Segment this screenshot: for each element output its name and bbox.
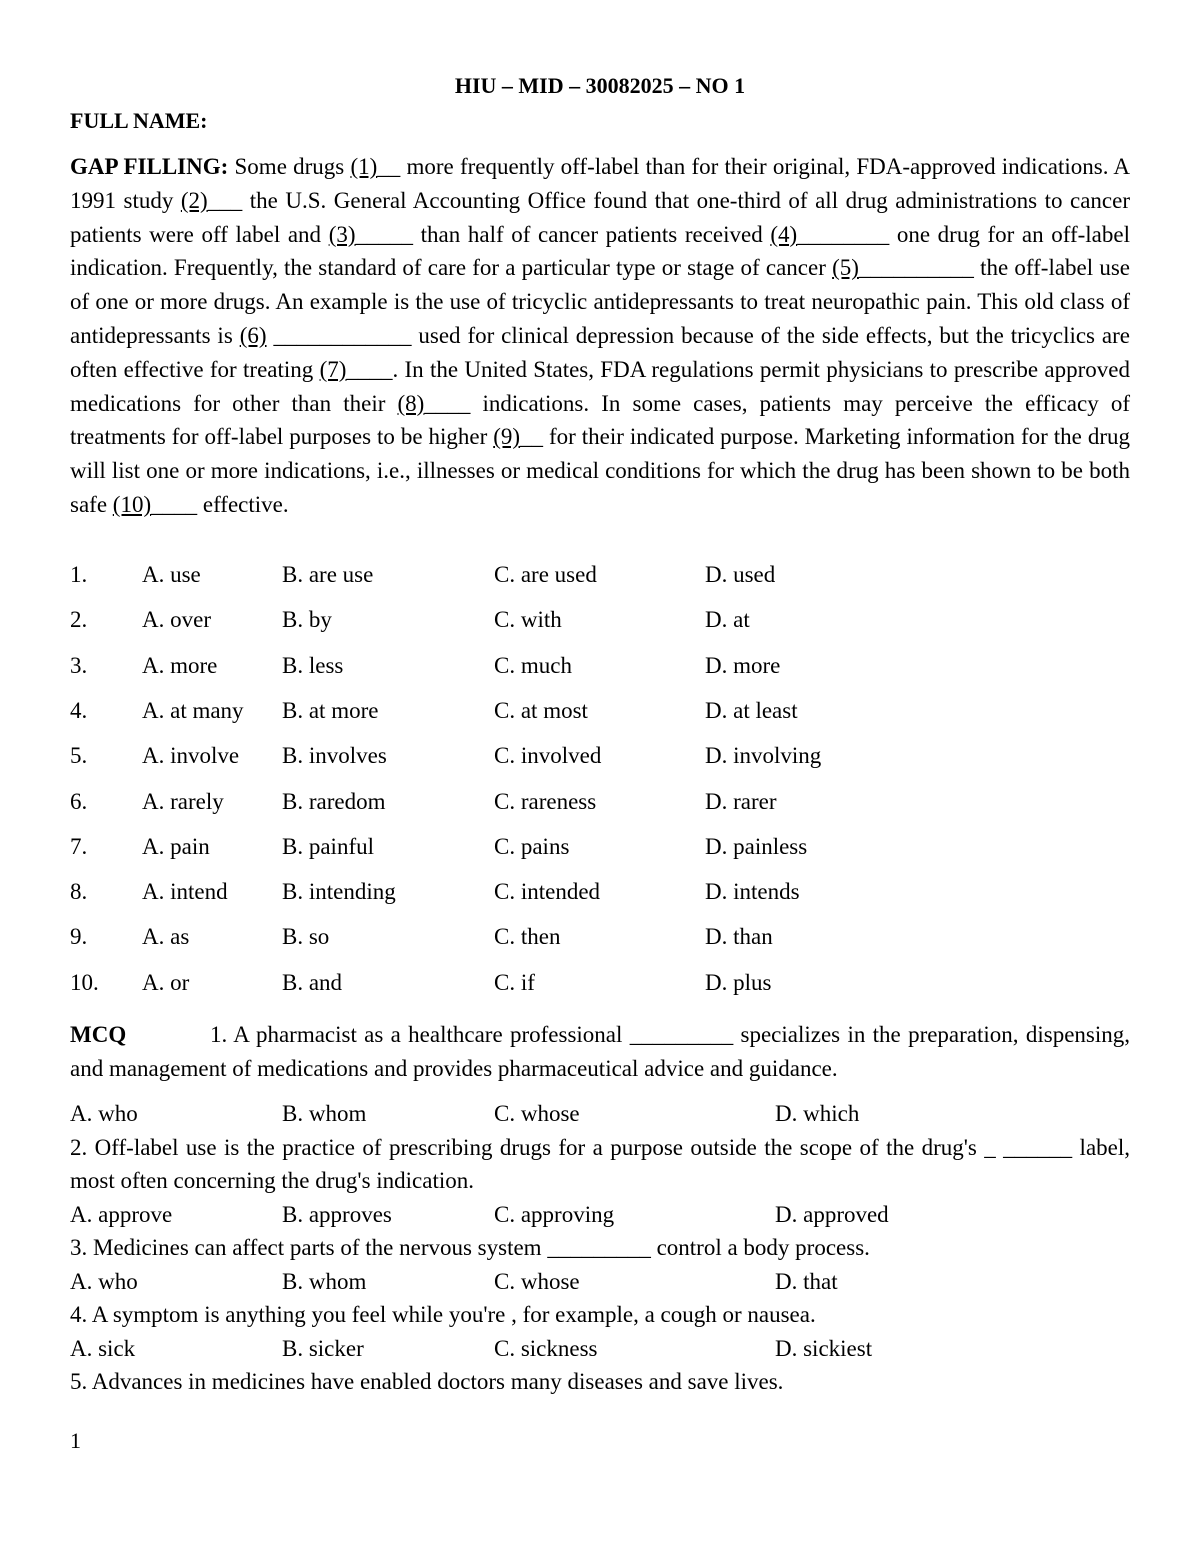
passage-text: ____ effective. [151,491,289,517]
option-a: A. more [142,652,218,678]
option-b: B. approves [282,1201,392,1227]
option-d: D. at least [705,697,798,723]
option-b: B. by [282,607,332,633]
option-row [70,698,1130,728]
option-a: A. intend [142,879,228,905]
option-a: A. use [142,562,201,587]
option-d: D. used [705,562,776,587]
option-c: C. rareness [494,788,597,814]
option-row [70,743,1130,773]
option-number: 6. [70,788,88,814]
option-b: B. whom [282,1268,367,1294]
gap-marker: (1) [350,154,378,179]
option-d: D. intends [705,879,800,905]
option-c: C. intended [494,879,601,905]
option-a: A. or [142,969,190,995]
option-d: D. more [705,652,781,678]
option-c: C. with [494,607,562,633]
mcq-question-1 [70,1018,1130,1085]
option-b: B. and [282,969,343,995]
gap-marker: (8) [397,390,425,416]
mcq-question-3: 3. Medicines can affect parts of the nervous system _________ control a body process. [70,1235,870,1260]
option-a: A. at many [142,697,244,723]
option-b: B. involves [282,743,387,769]
passage-text: __________ the off-label use of one or more drugs. An example is the use of tricyclic antidepressants to treat neuropathic pain. This old class of antidepressants is [70,255,1130,348]
option-c: C. sickness [494,1335,598,1361]
gap-filling-passage [70,150,1130,522]
option-d: D. painless [705,833,808,859]
option-b: B. raredom [282,788,386,814]
option-number: 3. [70,652,88,678]
option-row [70,789,1130,819]
option-c: C. if [494,969,535,995]
option-d: D. involving [705,743,822,769]
option-row [70,970,1130,1000]
option-number: 9. [70,924,88,950]
option-number: 7. [70,833,88,859]
option-a: A. sick [70,1335,136,1361]
option-c: C. at most [494,697,588,723]
mcq-options-row [70,1265,1130,1299]
mcq-question-4: 4. A symptom is anything you feel while you're , for example, a cough or nausea. [70,1302,816,1327]
option-row [70,879,1130,909]
mcq-section [70,1018,1130,1399]
option-d: D. that [775,1268,838,1294]
passage-text: ____________ used for clinical depression because of the side effects, but the tricyclics are often effective for treating [70,322,1130,382]
option-b: B. at more [282,697,379,723]
mcq-options-row [70,1332,1130,1366]
option-c: C. then [494,924,561,950]
gap-marker: (7) [319,356,347,382]
passage-text: ____ indications. In some cases, patients may perceive the efficacy of treatments for off-label purposes to be higher [70,390,1130,450]
option-row [70,834,1130,864]
option-a: A. approve [70,1201,173,1227]
option-number: 8. [70,879,88,905]
option-c: C. whose [494,1101,580,1126]
gap-marker: (2) [180,187,208,213]
passage-text: ___ the U.S. General Accounting Office found that one-third of all drug administrations to cancer patients were off label and [70,187,1131,247]
passage-text: Some drugs [228,154,351,179]
option-a: A. who [70,1101,138,1126]
gap-marker: (3) [328,221,356,247]
exam-title: HIU – MID – 30082025 – NO 1 [454,73,746,98]
option-number: 10. [70,969,99,995]
gap-marker: (5) [832,255,859,281]
option-b: B. less [282,652,344,678]
mcq-options-row [70,1097,1130,1131]
option-b: B. whom [282,1101,367,1126]
option-d: D. plus [705,969,772,995]
option-c: C. pains [494,833,570,859]
gap-filling-label: GAP FILLING: [70,154,229,179]
option-b: B. so [282,924,330,950]
option-c: C. much [494,652,572,678]
page-number: 1 [70,1428,81,1453]
gap-marker: (10) [112,491,152,517]
mcq-question-2: 2. Off-label use is the practice of prescribing drugs for a purpose outside the scope of the drug's _ ______ label, most often concerning the drug's indication. [70,1134,1130,1193]
option-a: A. pain [142,833,210,859]
option-d: D. rarer [705,788,777,814]
option-d: D. at [705,607,750,633]
passage-text: __ for their indicated purpose. Marketing information for the drug will list one or more indications, i.e., illnesses or medical conditions for which the drug has been shown to be both safe [70,424,1130,517]
option-number: 2. [70,607,88,633]
option-row [70,562,1130,592]
option-d: D. which [775,1101,860,1126]
option-b: B. intending [282,879,396,905]
option-a: A. who [70,1268,138,1294]
passage-text: _____ than half of cancer patients received [355,221,771,247]
full-name-label: FULL NAME: [70,108,208,133]
option-a: A. rarely [142,788,224,814]
option-d: D. sickiest [775,1335,873,1361]
gap-marker: (9) [493,424,521,450]
mcq-label: MCQ [70,1022,127,1047]
option-c: C. are used [494,562,597,587]
option-b: B. are use [282,562,374,587]
option-c: C. whose [494,1268,580,1294]
option-a: A. as [142,924,190,950]
option-number: 4. [70,697,88,723]
option-row [70,607,1130,637]
mcq-options-row [70,1198,1130,1232]
option-c: C. involved [494,743,602,769]
option-c: C. approving [494,1201,615,1227]
option-row [70,924,1130,954]
gap-marker: (4) [770,221,798,247]
option-a: A. over [142,607,211,633]
option-a: A. involve [142,743,240,769]
passage-text: ________ one drug for an off-label indication. Frequently, the standard of care for a particular type or stage of cancer [70,221,1130,281]
option-number: 5. [70,743,88,769]
option-row [70,653,1130,683]
option-d: D. approved [775,1201,889,1227]
option-d: D. than [705,924,773,950]
passage-text: ____. In the United States, FDA regulations permit physicians to prescribe approved medications for other than their [70,356,1131,416]
gap-marker: (6) [239,322,267,348]
question-text: 1. A pharmacist as a healthcare professional _________ specializes in the preparation, dispensing, and management of medications and provides pharmaceutical advice and guidance. [70,1022,1130,1081]
passage-text: __ more frequently off-label than for their original, FDA-approved indications. A 1991 study [70,154,1131,213]
option-b: B. painful [282,833,374,859]
mcq-question-5: 5. Advances in medicines have enabled doctors many diseases and save lives. [70,1369,784,1394]
option-b: B. sicker [282,1335,364,1361]
option-number: 1. [70,562,88,587]
